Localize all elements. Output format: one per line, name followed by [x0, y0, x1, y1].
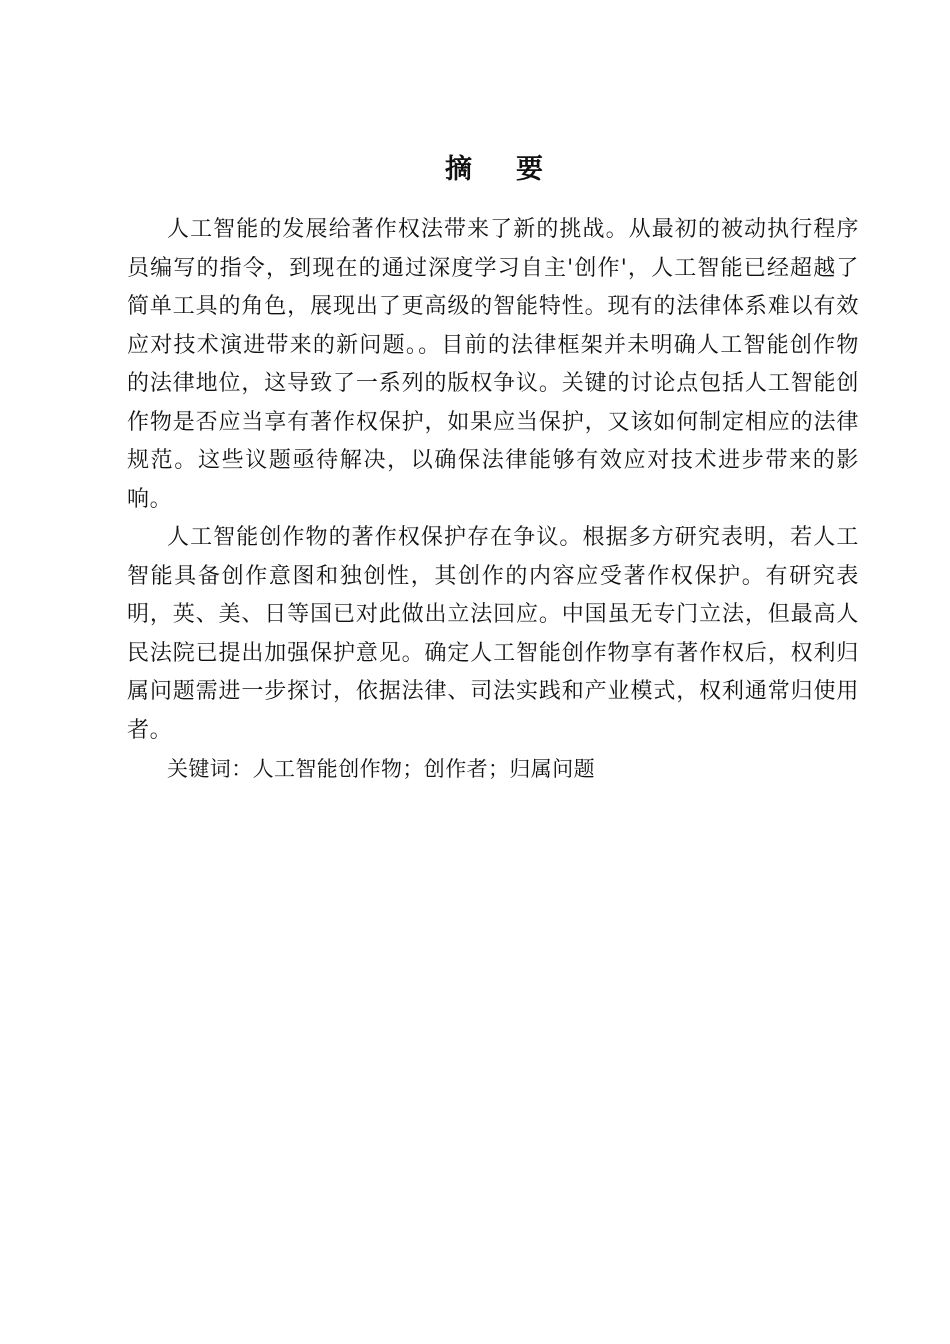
title-char-1: 摘 — [445, 154, 474, 185]
abstract-title — [0, 150, 950, 190]
title-char-2: 要 — [516, 154, 545, 185]
abstract-body — [127, 211, 859, 788]
keywords-label: 关键词： — [167, 757, 253, 781]
abstract-paragraph-2: 人工智能创作物的著作权保护存在争议。根据多方研究表明，若人工智能具备创作意图和独创性，其创作的内容应受著作权保护。有研究表明，英、美、日等国已对此做出立法回应。中国虽无专门立法，但最高人民法院已提出加强保护意见。确定人工智能创作物享有著作权后，权利归属问题需进一步探讨，依据法律、司法实践和产业模式，权利通常归使用者。 — [127, 525, 859, 743]
keywords-line — [127, 750, 859, 788]
keywords-text: 人工智能创作物；创作者；归属问题 — [252, 757, 596, 781]
abstract-paragraph-1: 人工智能的发展给著作权法带来了新的挑战。从最初的被动执行程序员编写的指令，到现在的通过深度学习自主'创作'，人工智能已经超越了简单工具的角色，展现出了更高级的智能特性。现有的法律体系难以有效应对技术演进带来的新问题。。目前的法律框架并未明确人工智能创作物的法律地位，这导致了一系列的版权争议。关键的讨论点包括人工智能创作物是否应当享有著作权保护，如果应当保护，又该如何制定相应的法律规范。这些议题亟待解决，以确保法律能够有效应对技术进步带来的影响。 — [127, 217, 859, 512]
